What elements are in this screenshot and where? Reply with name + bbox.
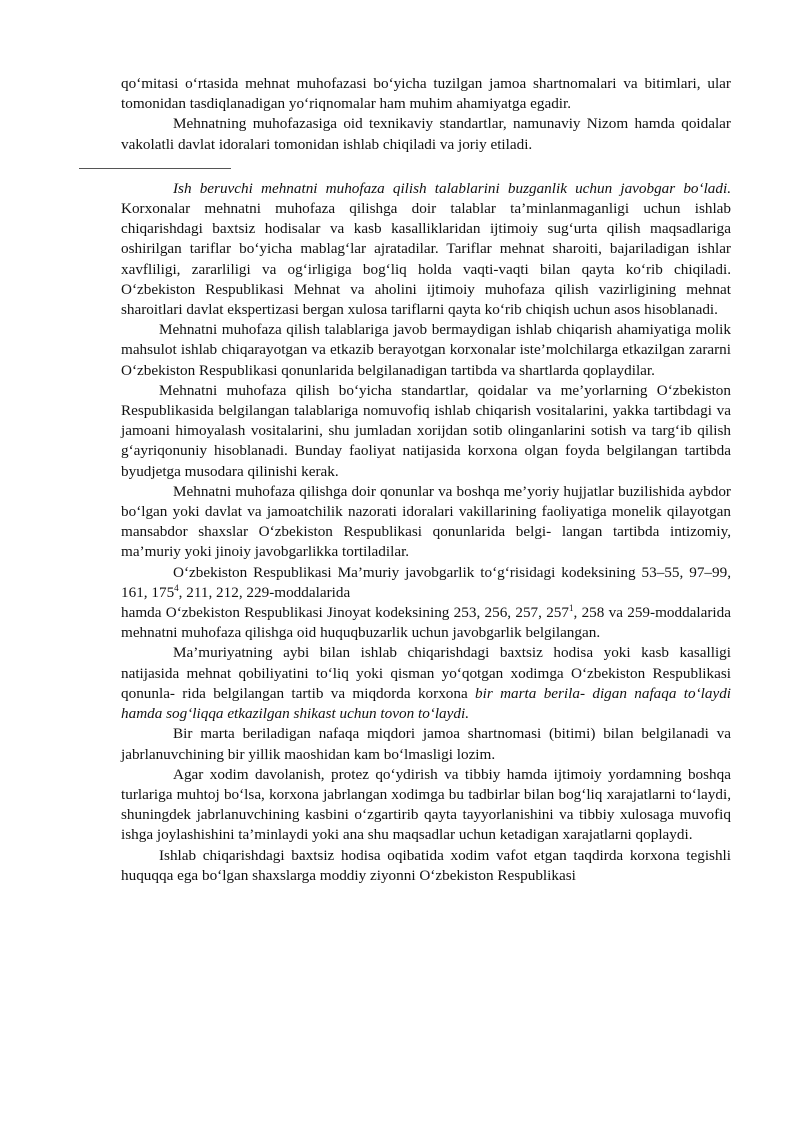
paragraph-7-text-b: , 211, 212, 229-moddalarida bbox=[178, 583, 351, 601]
paragraph-8 bbox=[121, 603, 731, 643]
paragraph-7-text-a: O‘zbekiston Respublikasi Ma’muriy javobgarlik to‘g‘risidagi kodeksining 53–55, 97–99, 161, 175 bbox=[121, 563, 731, 601]
paragraph-6: Mehnatni muhofaza qilishga doir qonunlar va boshqa me’yoriy hujjatlar buzilishida aybdor bo‘lgan yoki davlat va jamoatchilik nazorati idoralari vakillarining faoliyatiga monelik qilayotgan mansabdor shaxslar O‘zbekiston Respublikasi qonunlarida belgi- langan tartibda intizomiy, ma’muriy yoki jinoiy javobgarlikka tortiladilar. bbox=[121, 482, 731, 561]
paragraph-5: Mehnatni muhofaza qilish bo‘yicha standartlar, qoidalar va me’yorlarning O‘zbekiston Respublikasida belgilangan talablariga nomuvofiq ishlab chiqarish vositalarini, yakka tartibdagi va jamoani himoyalash vositalarini, shu jumladan xorijdan sotib olinganlarini sotish va targ‘ib qilish g‘ayriqonuniy hisoblanadi. Bunday faoliyat natijasida korxona olgan foyda belgilangan tartibda byudjetga musodara qilinishi kerak. bbox=[121, 381, 731, 480]
paragraph-9 bbox=[121, 643, 731, 724]
paragraph-11: Agar xodim davolanish, protez qo‘ydirish va tibbiy hamda ijtimoiy yordamning boshqa turlariga muhtoj bo‘lsa, korxona jabrlangan xodimga bu tadbirlar bilan bog‘liq xarajatlarni to‘laydi, shuningdek jabrlanuvchining kasbini o‘zgartirib qayta tayyorlanishini va tibbiy xulosaga muvofiq ishga joylashishini ta’minlaydi yoki ana shu maqsadlar uchun ketadigan xarajatlarni qoplaydi. bbox=[121, 765, 731, 844]
paragraph-3-italic: Ish beruvchi mehnatni muhofaza qilish talablarini buzganlik uchun javobgar bo‘ladi. bbox=[173, 179, 731, 197]
paragraph-9-text: Ma’muriyatning aybi bilan ishlab chiqarishdagi baxtsiz hodisa yoki kasb kasalligi natijasida mehnat qobiliyatini to‘liq yoki qisman yo‘qotgan xodimga O‘zbekiston Respublikasi qonunla- rida belgilangan tartib va miqdorda korxona bbox=[121, 644, 731, 702]
paragraph-12: Ishlab chiqarishdagi baxtsiz hodisa oqibatida xodim vafot etgan taqdirda korxona tegishli huquqqa ega bo‘lgan shaxslarga moddiy ziyonni O‘zbekiston Respublikasi bbox=[121, 846, 731, 884]
paragraph-2: Mehnatning muhofazasiga oid texnikaviy standartlar, namunaviy Nizom hamda qoidalar vakolatli davlat idoralari tomonidan ishlab chiqiladi va joriy etiladi. bbox=[121, 115, 731, 153]
paragraph-4: Mehnatni muhofaza qilish talablariga javob bermaydigan ishlab chiqarish ahamiyatiga molik mahsulot ishlab chiqarayotgan va etkazib berayotgan korxonalar iste’molchilarga etkazilgan zararni O‘zbekiston Respublikasi qonunlarida belgilanadigan tartibda va shartlarda qoplaydilar. bbox=[121, 321, 731, 379]
paragraph-7-superscript: 4 bbox=[174, 582, 179, 593]
separator-line bbox=[79, 168, 231, 169]
paragraph-8-text-b: , 258 va 259-moddalarida mehnatni muhofaza qilishga oid huquqbuzarlik uchun javobgarlik belgilangan. bbox=[121, 604, 731, 642]
paragraph-8-superscript: 1 bbox=[569, 603, 574, 614]
paragraph-3-text: Korxonalar mehnatni muhofaza qilishga doir talablar ta’minlanmaganligi uchun ishlab chiqarishdagi baxtsiz hodisalar va kasb kasalliklaridan ijtimoiy sug‘urta qilish maqsadlariga oshirilgan tariflar bo‘yicha mablag‘lar ajratadilar. Tariflar mehnat sharoiti, bajariladigan ishlar xavfliligi, zararliligi va og‘irligiga bog‘liq holda vaqti-vaqti bilan qayta ko‘rib chiqiladi. O‘zbekiston Respublikasi Mehnat va aholini ijtimoiy muhofaza qilish vazirligining mehnat sharoitlari davlat ekspertizasi bergan xulosa tariflarni qayta ko‘rib chiqish uchun asos hisoblanadi. bbox=[121, 200, 731, 319]
paragraph-10: Bir marta beriladigan nafaqa miqdori jamoa shartnomasi (bitimi) bilan belgilanadi va jabrlanuvchining bir yillik maoshidan kam bo‘lmasligi lozim. bbox=[121, 725, 731, 763]
document-page bbox=[121, 74, 731, 886]
paragraph-9-italic: bir marta berila- digan nafaqa to‘laydi hamda sog‘liqqa etkazilgan shikast uchun tovon to‘laydi. bbox=[121, 684, 732, 723]
paragraph-3 bbox=[121, 179, 731, 320]
paragraph-1: qo‘mitasi o‘rtasida mehnat muhofazasi bo‘yicha tuzilgan jamoa shartnomalari va bitimlari, ular tomonidan tasdiqlanadigan yo‘riqnomalar ham muhim ahamiyatga egadir. bbox=[121, 75, 731, 113]
paragraph-8-text-a: hamda O‘zbekiston Respublikasi Jinoyat kodeksining 253, 256, 257, 257 bbox=[121, 604, 569, 622]
paragraph-7 bbox=[121, 563, 731, 603]
